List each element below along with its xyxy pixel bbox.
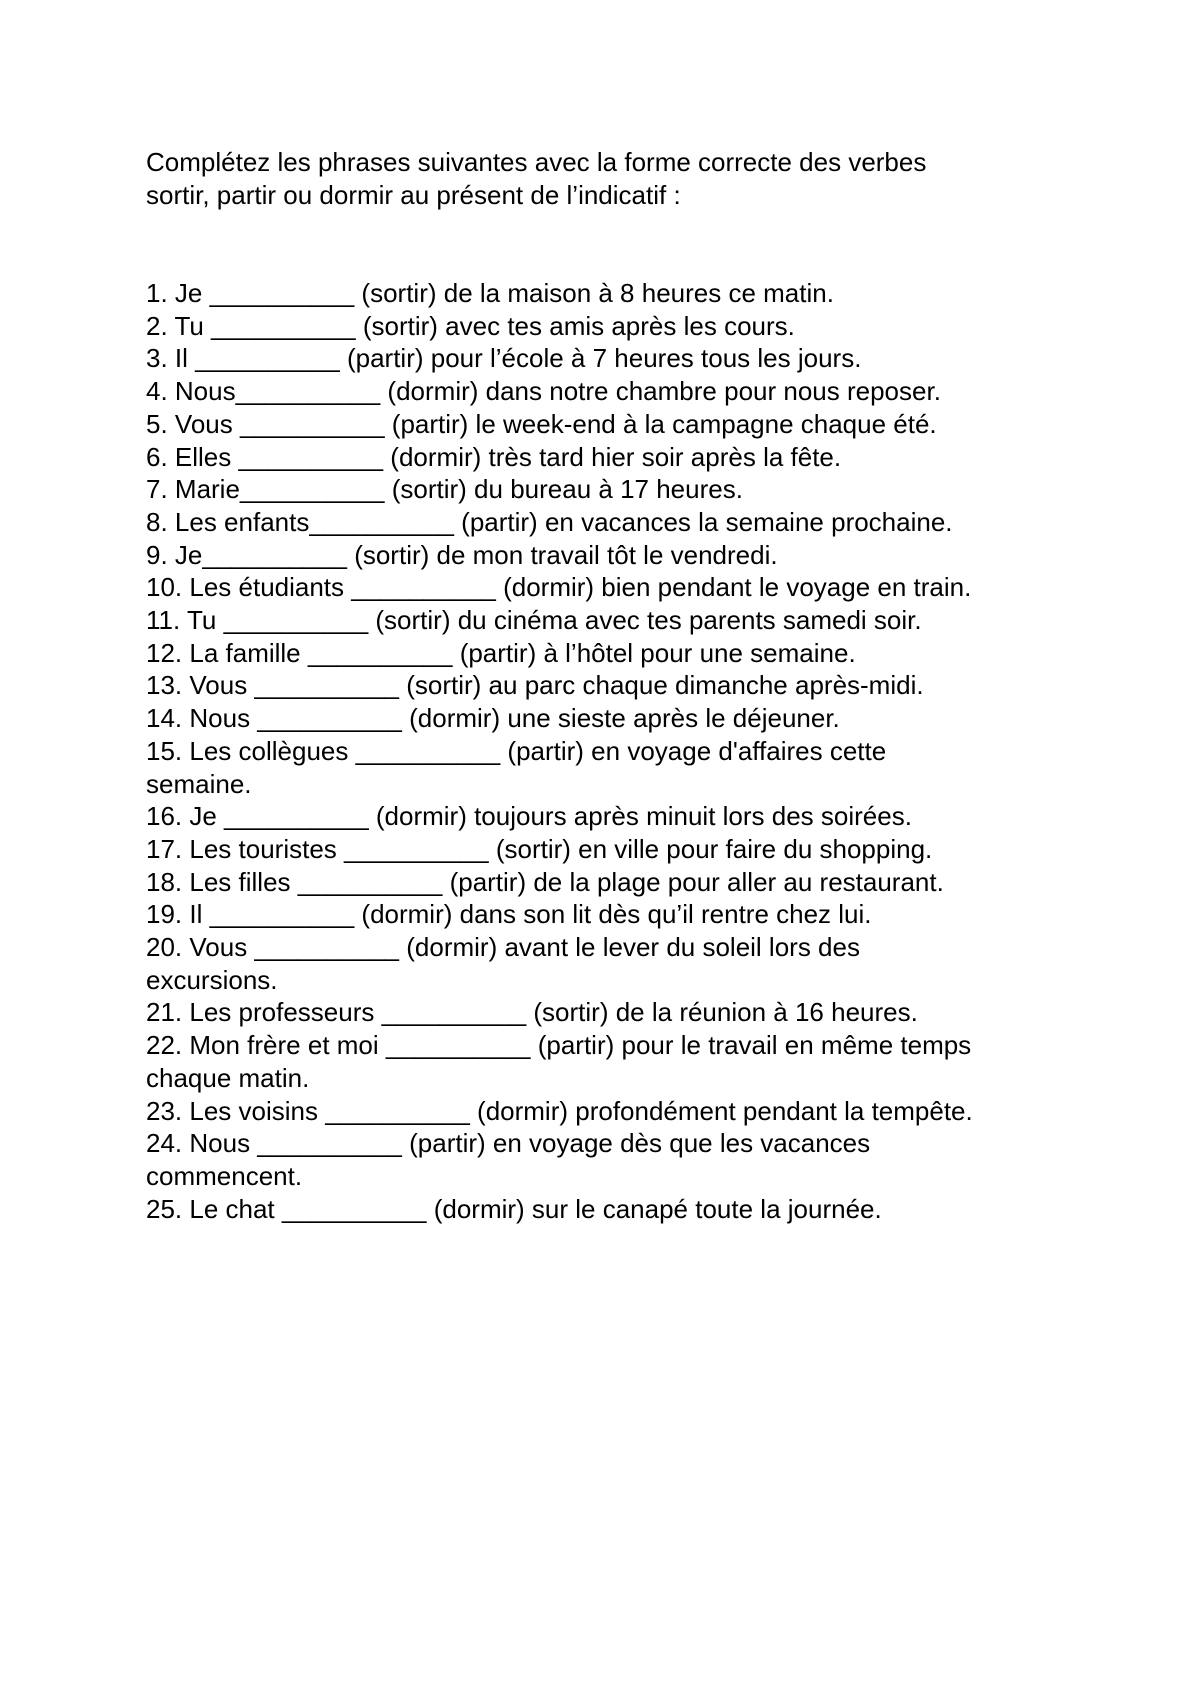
exercise-line: 17. Les touristes __________ (sortir) en ville pour faire du shopping. [146,833,933,864]
exercise-line: 6. Elles __________ (dormir) très tard hier soir après la fête. [146,441,842,472]
instructions-line: Complétez les phrases suivantes avec la forme correcte des verbes [146,147,927,177]
exercise-line: 13. Vous __________ (sortir) au parc chaque dimanche après-midi. [146,670,924,701]
instructions-line: sortir, partir ou dormir au présent de l’indicatif : [146,180,681,210]
exercise-line: 20. Vous __________ (dormir) avant le lever du soleil lors des [146,932,860,963]
exercise-line: 25. Le chat __________ (dormir) sur le canapé toute la journée. [146,1193,882,1224]
exercise-line: 16. Je __________ (dormir) toujours après minuit lors des soirées. [146,801,912,832]
exercise-line: 9. Je__________ (sortir) de mon travail tôt le vendredi. [146,539,778,570]
exercise-line: 15. Les collègues __________ (partir) en voyage d'affaires cette [146,735,887,766]
instructions [146,146,1106,212]
exercise-line: 4. Nous__________ (dormir) dans notre chambre pour nous reposer. [146,376,941,407]
exercise-line: 24. Nous __________ (partir) en voyage dès que les vacances [146,1128,871,1159]
exercise-line: 21. Les professeurs __________ (sortir) de la réunion à 16 heures. [146,997,918,1028]
exercise-line: 12. La famille __________ (partir) à l’hôtel pour une semaine. [146,637,856,668]
exercise-line: 7. Marie__________ (sortir) du bureau à 17 heures. [146,474,743,505]
exercise-line: 10. Les étudiants __________ (dormir) bien pendant le voyage en train. [146,572,972,603]
exercise-line: 14. Nous __________ (dormir) une sieste après le déjeuner. [146,703,840,734]
exercise-line: 11. Tu __________ (sortir) du cinéma avec tes parents samedi soir. [146,605,922,636]
exercise-line: 18. Les filles __________ (partir) de la plage pour aller au restaurant. [146,866,944,897]
exercise-line: 5. Vous __________ (partir) le week-end à la campagne chaque été. [146,408,937,439]
exercise-line: 1. Je __________ (sortir) de la maison à 8 heures ce matin. [146,278,834,308]
exercise-list [146,277,1106,1225]
exercise-line: chaque matin. [146,1062,310,1093]
exercise-line: 2. Tu __________ (sortir) avec tes amis après les cours. [146,310,795,341]
exercise-line: commencent. [146,1160,303,1191]
exercise-line: semaine. [146,768,252,799]
exercise-line: 22. Mon frère et moi __________ (partir) pour le travail en même temps [146,1030,972,1061]
exercise-line: 8. Les enfants__________ (partir) en vacances la semaine prochaine. [146,506,953,537]
exercise-line: 23. Les voisins __________ (dormir) profondément pendant la tempête. [146,1095,973,1126]
exercise-line: 19. Il __________ (dormir) dans son lit dès qu’il rentre chez lui. [146,899,872,930]
exercise-line: excursions. [146,964,278,995]
exercise-line: 3. Il __________ (partir) pour l’école à 7 heures tous les jours. [146,343,862,374]
